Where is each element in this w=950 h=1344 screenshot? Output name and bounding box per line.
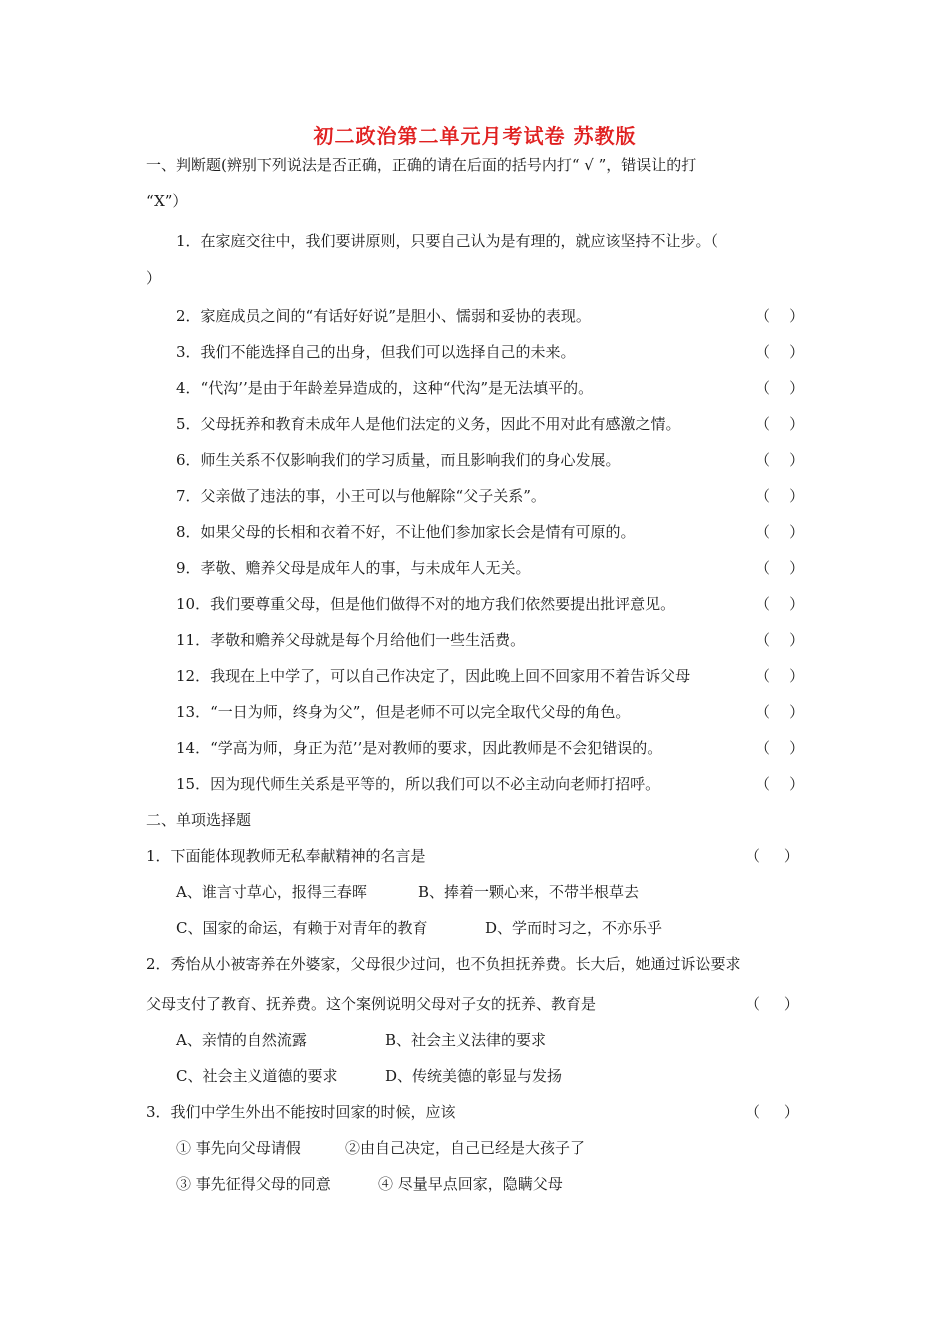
answer-paren: （ ） [755, 379, 805, 397]
judge-item-7: 7．父亲做了违法的事，小王可以与他解除“父子关系”。 [176, 487, 546, 505]
judge-item-13: 13．“一日为师，终身为父”，但是老师不可以完全取代父母的角色。 [176, 703, 631, 721]
judge-item-2: 2．家庭成员之间的“有话好好说”是胆小、懦弱和妥协的表现。 [176, 307, 591, 325]
answer-paren: （ ） [755, 775, 805, 793]
answer-paren: （ ） [755, 451, 805, 469]
choice-q2-stem: 2．秀怡从小被寄养在外婆家，父母很少过问，也不负担抚养费。长大后，她通过诉讼要求 [146, 955, 741, 973]
answer-paren: （ ） [755, 667, 805, 685]
judge-item-10: 10．我们要尊重父母，但是他们做得不对的地方我们依然要提出批评意见。 [176, 595, 676, 613]
choice-q3-option-3: ③ 事先征得父母的同意 [176, 1175, 331, 1193]
judge-item-11: 11．孝敬和赡养父母就是每个月给他们一些生活费。 [176, 631, 526, 649]
judge-item-1: 1．在家庭交往中，我们要讲原则，只要自己认为是有理的，就应该坚持不让步。（ [176, 232, 719, 250]
choice-q3-option-4: ④ 尽量早点回家，隐瞒父母 [378, 1175, 563, 1193]
answer-paren: （ ） [755, 739, 805, 757]
judge-item-14: 14．“学高为师，身正为范’’是对教师的要求，因此教师是不会犯错误的。 [176, 739, 663, 757]
judge-item-6: 6．师生关系不仅影响我们的学习质量，而且影响我们的身心发展。 [176, 451, 621, 469]
choice-q2-option-d: D、传统美德的彰显与发扬 [385, 1067, 563, 1085]
judge-item-15: 15．因为现代师生关系是平等的，所以我们可以不必主动向老师打招呼。 [176, 775, 661, 793]
answer-paren: （ ） [755, 487, 805, 505]
choice-q2-option-c: C、社会主义道德的要求 [176, 1067, 338, 1085]
judge-item-3: 3．我们不能选择自己的出身，但我们可以选择自己的未来。 [176, 343, 576, 361]
answer-paren: （ ） [755, 703, 805, 721]
answer-paren: （ ） [755, 523, 805, 541]
answer-paren: （ ） [745, 1103, 799, 1121]
choice-q2-option-b: B、社会主义法律的要求 [385, 1031, 547, 1049]
judge-item-8: 8．如果父母的长相和衣着不好，不让他们参加家长会是情有可原的。 [176, 523, 636, 541]
answer-paren: （ ） [745, 847, 799, 865]
choice-q1-option-a: A、谁言寸草心，报得三春晖 [176, 883, 367, 901]
section2-heading: 二、单项选择题 [146, 811, 252, 829]
judge-item-12: 12．我现在上中学了，可以自己作决定了，因此晚上回不回家用不着告诉父母 [176, 667, 691, 685]
choice-q2-option-a: A、亲情的自然流露 [176, 1031, 307, 1049]
choice-q1-option-d: D、学而时习之，不亦乐乎 [485, 919, 663, 937]
section1-heading-cont: “X”） [146, 192, 188, 210]
choice-q1-option-c: C、国家的命运，有赖于对青年的教育 [176, 919, 428, 937]
judge-item-5: 5．父母抚养和教育未成年人是他们法定的义务，因此不用对此有感激之情。 [176, 415, 681, 433]
choice-q3-option-2: ②由自己决定，自己已经是大孩子了 [345, 1139, 586, 1157]
answer-paren: （ ） [755, 559, 805, 577]
choice-q3-stem: 3．我们中学生外出不能按时回家的时候，应该 [146, 1103, 456, 1121]
choice-q3-option-1: ① 事先向父母请假 [176, 1139, 301, 1157]
answer-paren: （ ） [755, 631, 805, 649]
choice-q1-option-b: B、捧着一颗心来，不带半根草去 [418, 883, 640, 901]
choice-q1-stem: 1．下面能体现教师无私奉献精神的名言是 [146, 847, 426, 865]
answer-paren: （ ） [755, 595, 805, 613]
judge-item-9: 9．孝敬、赡养父母是成年人的事，与未成年人无关。 [176, 559, 531, 577]
choice-q2-stem-cont: 父母支付了教育、抚养费。这个案例说明父母对子女的抚养、教育是 [146, 995, 597, 1013]
exam-title: 初二政治第二单元月考试卷 苏教版 [313, 124, 637, 148]
judge-item-4: 4．“代沟’’是由于年龄差异造成的，这种“代沟”是无法填平的。 [176, 379, 594, 397]
answer-paren: （ ） [755, 415, 805, 433]
answer-paren: （ ） [755, 343, 805, 361]
answer-paren: （ ） [745, 995, 799, 1013]
judge-item-1-cont: ） [146, 269, 162, 287]
section1-heading: 一、判断题(辨别下列说法是否正确，正确的请在后面的括号内打“ √ ”，错误让的打 [146, 156, 697, 174]
answer-paren: （ ） [755, 307, 805, 325]
